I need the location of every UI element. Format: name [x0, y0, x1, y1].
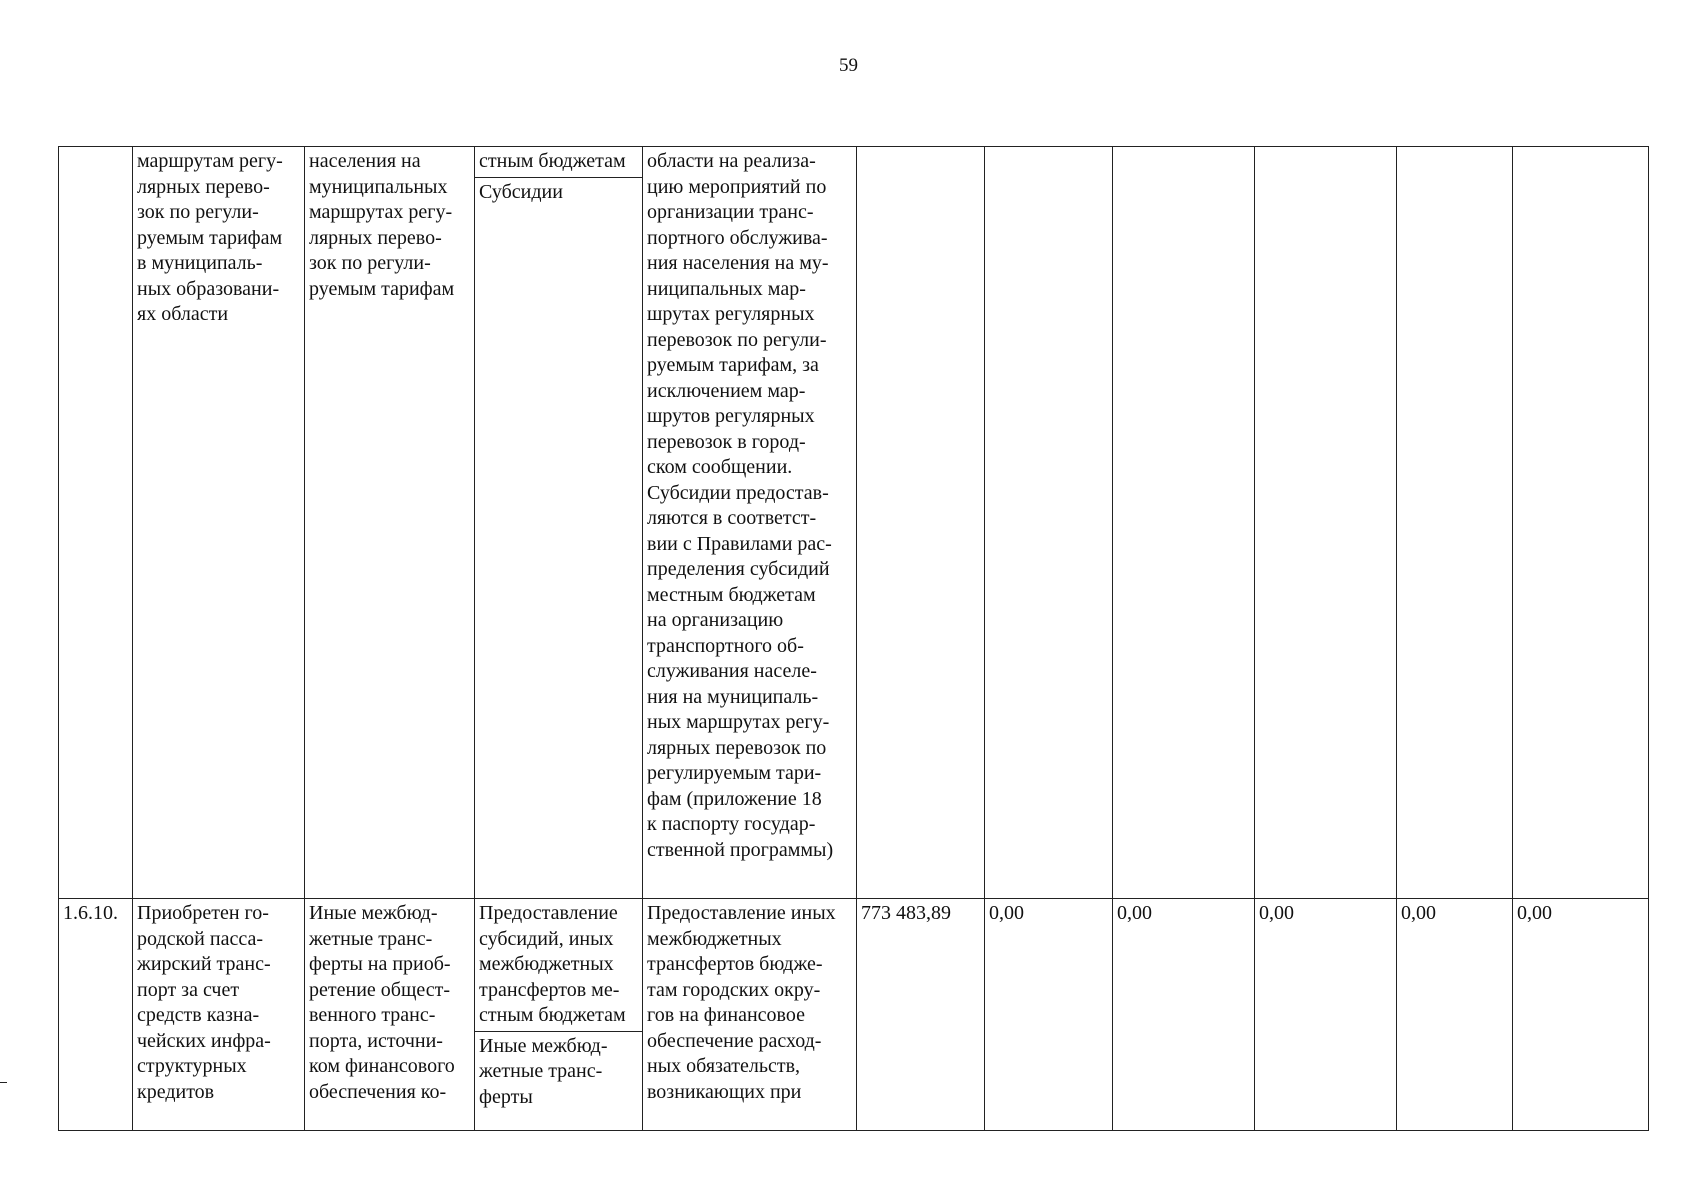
amount-cell-5 — [1397, 147, 1513, 899]
page-number: 59 — [839, 55, 858, 76]
expense-kind-bottom: Субсидии — [479, 180, 563, 203]
amount-cell-4 — [1255, 147, 1397, 899]
description-cell: Предоставление иных межбюджетных трансфертов бюдже- там городских окру- гов на финансовое обеспечение расход- ных обязательств, возникающих при — [643, 899, 857, 1131]
amount-cell-5: 0,00 — [1397, 899, 1513, 1131]
amount-cell-3: 0,00 — [1113, 899, 1255, 1131]
amount-cell-1 — [857, 147, 985, 899]
row-code-cell — [59, 147, 133, 899]
expense-kind-cell — [475, 147, 643, 899]
program-table — [58, 146, 1649, 1131]
expense-kind-cell — [475, 899, 643, 1131]
margin-mark — [0, 1082, 7, 1083]
event-name-cell: Приобретен го- родской пасса- жирский транс- порт за счет средств казна- чейских инфра- структурных кредитов — [133, 899, 305, 1131]
event-name-cell: маршрутам регу- лярных перево- зок по регули- руемым тарифам в муниципаль- ных образовани- ях области — [133, 147, 305, 899]
amount-cell-2: 0,00 — [985, 899, 1113, 1131]
amount-cell-4: 0,00 — [1255, 899, 1397, 1131]
table-row — [59, 899, 1649, 1131]
amount-cell-6 — [1513, 147, 1649, 899]
amount-cell-3 — [1113, 147, 1255, 899]
purpose-cell: населения на муниципальных маршрутах регу- лярных перево- зок по регули- руемым тарифам — [305, 147, 475, 899]
expense-kind-top: стным бюджетам — [475, 147, 642, 178]
amount-cell-1: 773 483,89 — [857, 899, 985, 1131]
purpose-cell: Иные межбюд- жетные транс- ферты на приоб- ретение общест- венного транс- порта, источни- ком финансового обеспечения ко- — [305, 899, 475, 1131]
amount-cell-2 — [985, 147, 1113, 899]
expense-kind-top: Предоставление субсидий, иных межбюджетных трансфертов ме- стным бюджетам — [475, 899, 642, 1032]
description-cell: области на реализа- цию мероприятий по организации транс- портного обслужива- ния населения на му- ниципальных мар- шрутах регулярных перевозок по регули- руемым тарифам, за исключением мар- шрутов регулярных перевозок в город- ском сообщении. Субсидии предостав- ляются в соответст- вии с Правилами рас- пределения субсидий местным бюджетам на организацию транспортного об- служивания населе- ния на муниципаль- ных маршрутах регу- лярных перевозок по регулируемым тари- фам (приложение 18 к паспорту государ- ственной программы) — [643, 147, 857, 899]
table-row — [59, 147, 1649, 899]
amount-cell-6: 0,00 — [1513, 899, 1649, 1131]
expense-kind-bottom: Иные межбюд- жетные транс- ферты — [479, 1034, 608, 1108]
row-code-cell: 1.6.10. — [59, 899, 133, 1131]
